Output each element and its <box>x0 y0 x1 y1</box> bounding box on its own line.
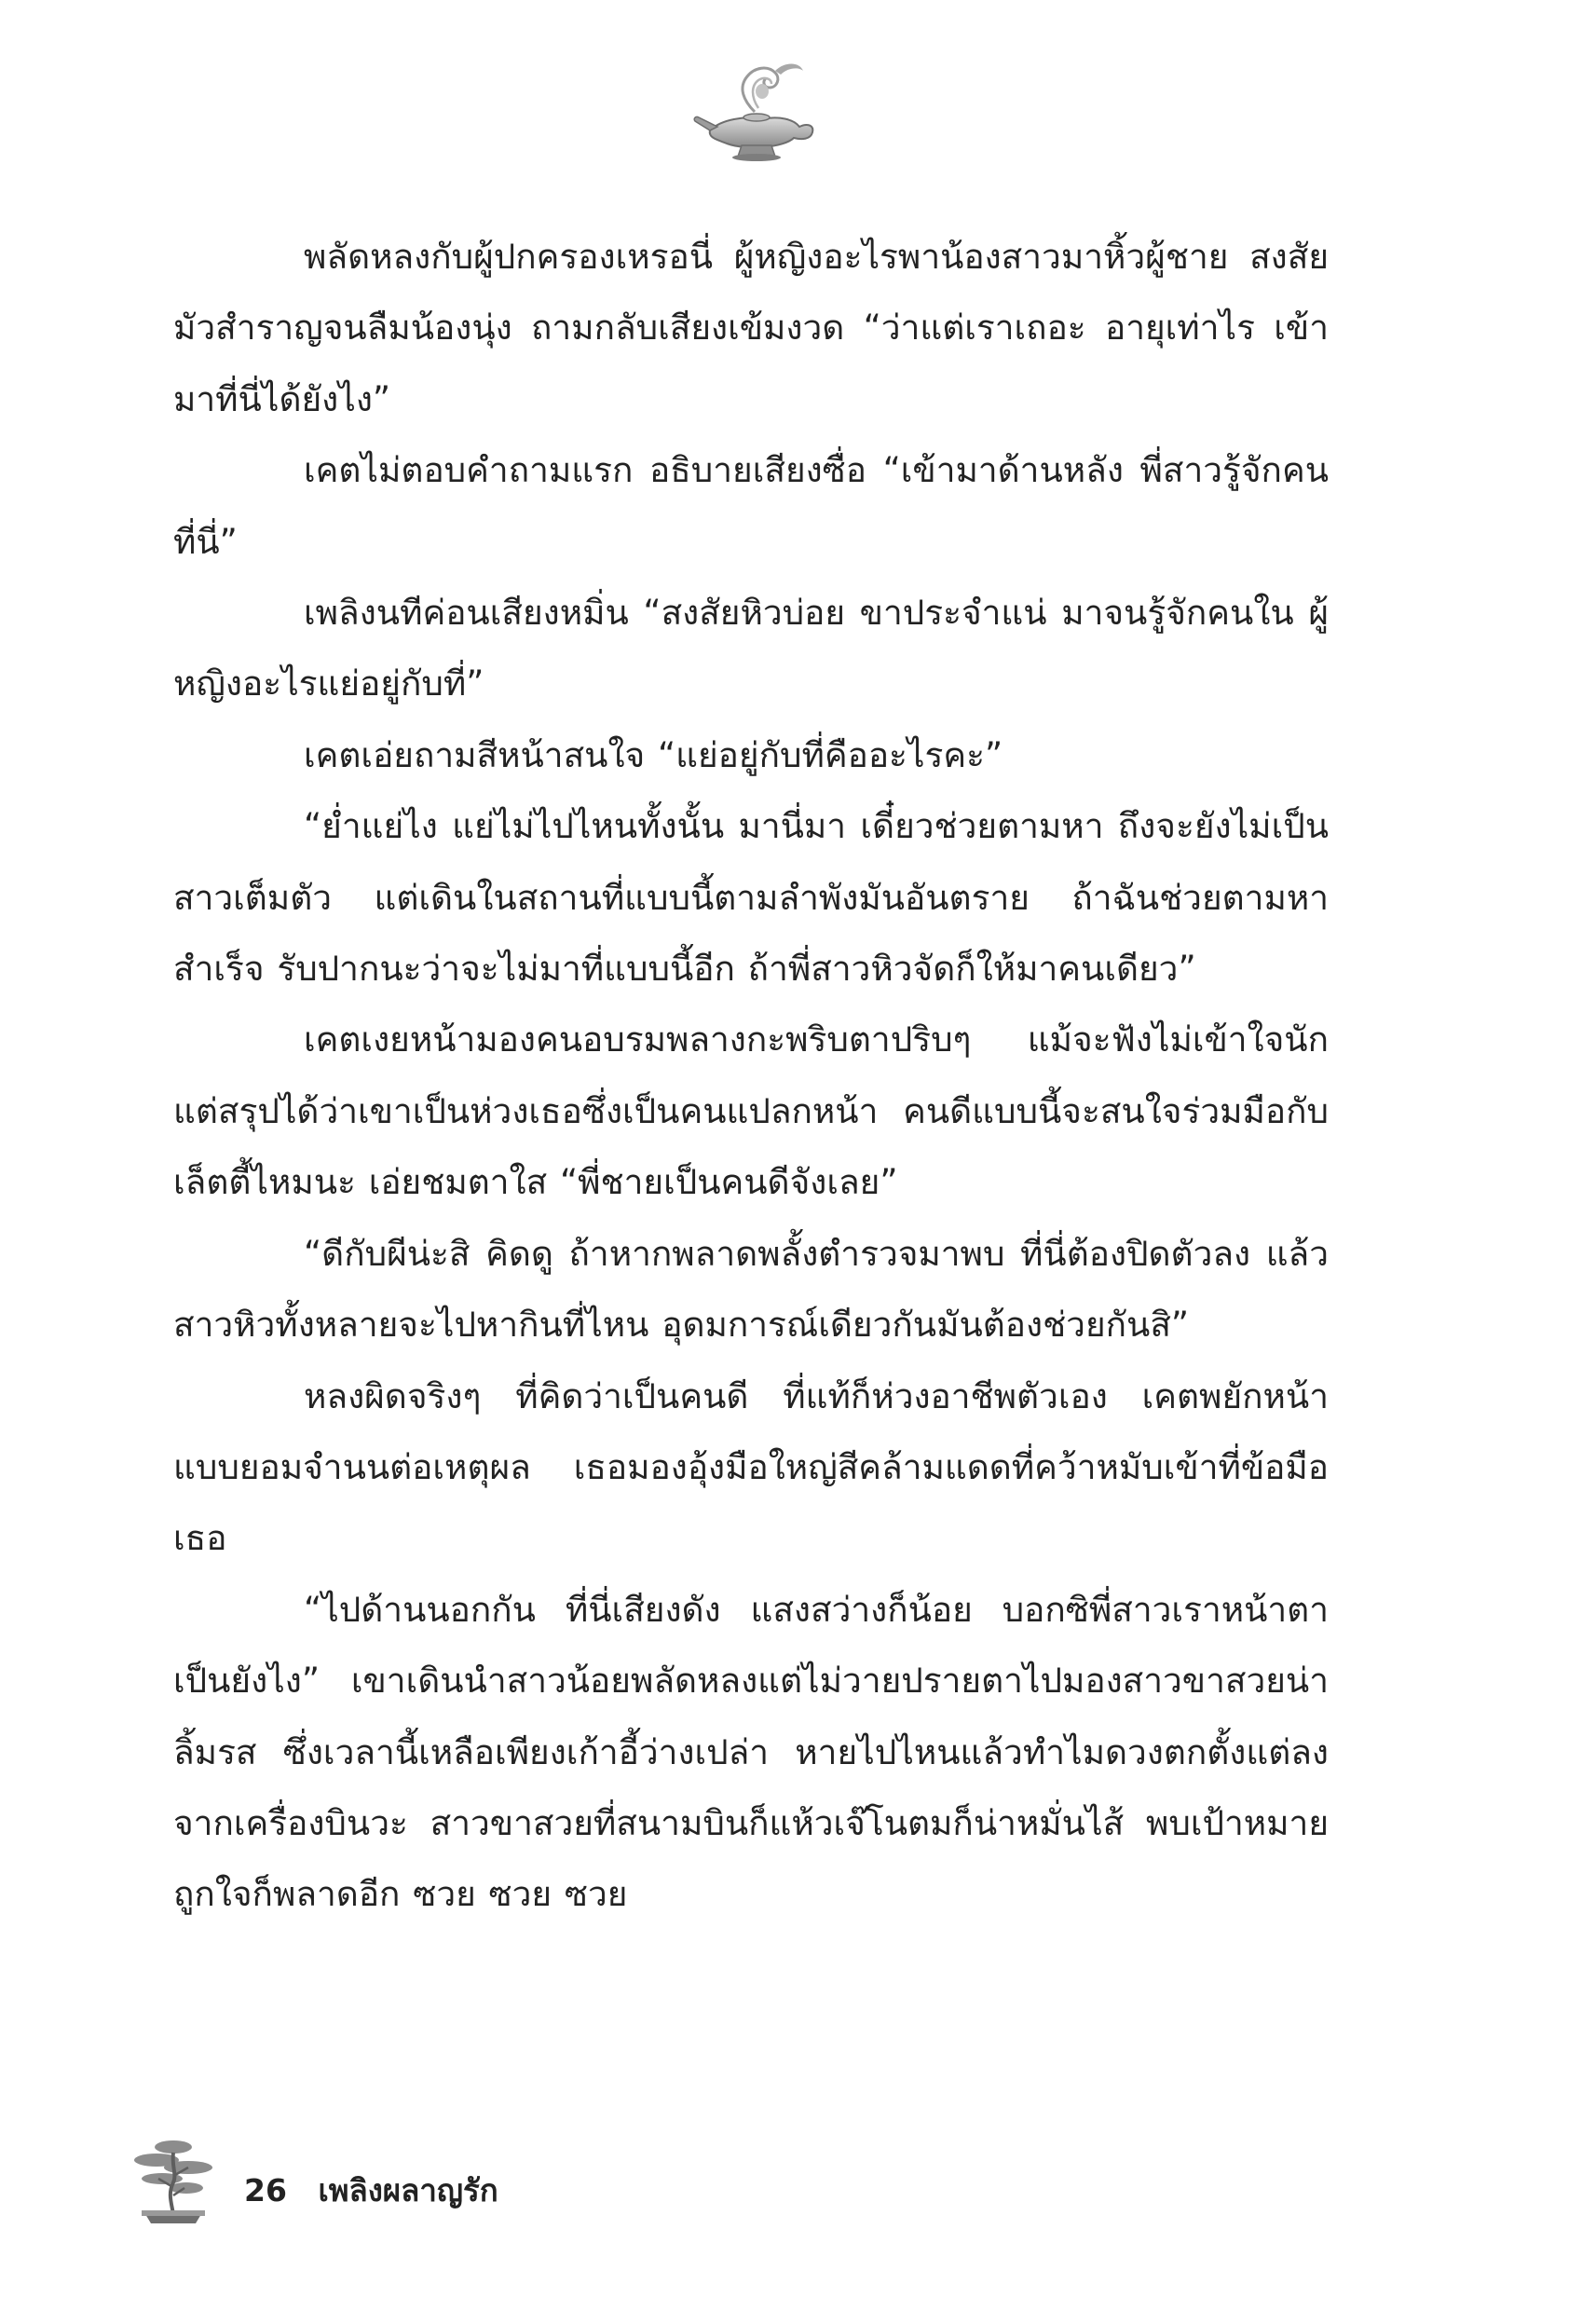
bonsai-tree-icon <box>130 2134 216 2227</box>
paragraph: “ย่ำแย่ไง แย่ไม่ไปไหนทั้งนั้น มานี่มา เดี๋ยวช่วยตามหา ถึงจะยังไม่เป็นสาวเต็มตัว แต่เดินในสถานที่แบบนี้ตามลำพังมันอันตราย ถ้าฉันช่วยตามหาสำเร็จ รับปากนะว่าจะไม่มาที่แบบนี้อีก ถ้าพี่สาวหิวจัดก็ให้มาคนเดียว” <box>173 806 1329 990</box>
footer-text <box>244 2166 498 2215</box>
paragraph: เคตเงยหน้ามองคนอบรมพลางกะพริบตาปริบๆ แม้จะฟังไม่เข้าใจนัก แต่สรุปได้ว่าเขาเป็นห่วงเธอซึ่งเป็นคนแปลกหน้า คนดีแบบนี้จะสนใจร่วมมือกับเล็ตตี้ไหมนะ เอ่ยชมตาใส “พี่ชายเป็นคนดีจังเลย” <box>173 1019 1329 1203</box>
paragraph: พลัดหลงกับผู้ปกครองเหรอนี่ ผู้หญิงอะไรพาน้องสาวมาหิ้วผู้ชาย สงสัยมัวสำราญจนลืมน้องนุ่ง ถามกลับเสียงเข้มงวด “ว่าแต่เราเถอะ อายุเท่าไร เข้ามาที่นี่ได้ยังไง” <box>173 237 1329 419</box>
book-title: เพลิงผลาญรัก <box>318 2172 498 2208</box>
paragraph: “ไปด้านนอกกัน ที่นี่เสียงดัง แสงสว่างก็น้อย บอกซิพี่สาวเราหน้าตาเป็นยังไง” เขาเดินนำสาวน้อยพลัดหลงแต่ไม่วายปรายตาไปมองสาวขาสวยน่าลิ้มรส ซึ่งเวลานี้เหลือเพียงเก้าอี้ว่างเปล่า หายไปไหนแล้วทำไมดวงตกตั้งแต่ลงจากเครื่องบินวะ สาวขาสวยที่สนามบินก็แห้วเจ๊โนตมก็น่าหมั่นไส้ พบเป้าหมายถูกใจก็พลาดอีก ซวย ซวย ซวย <box>173 1589 1329 1915</box>
paragraph: หลงผิดจริงๆ ที่คิดว่าเป็นคนดี ที่แท้ก็ห่วงอาชีพตัวเอง เคตพยักหน้าแบบยอมจำนนต่อเหตุผล เธอมองอุ้งมือใหญ่สีคล้ามแดดที่คว้าหมับเข้าที่ข้อมือเธอ <box>173 1375 1329 1559</box>
story-text <box>173 222 1329 1931</box>
paragraph: “ดีกับผีน่ะสิ คิดดู ถ้าหากพลาดพลั้งตำรวจมาพบ ที่นี่ต้องปิดตัวลง แล้วสาวหิวทั้งหลายจะไปหากินที่ไหน อุดมการณ์เดียวกันมันต้องช่วยกันสิ” <box>173 1233 1329 1346</box>
paragraph: เคตไม่ตอบคำถามแรก อธิบายเสียงซื่อ “เข้ามาด้านหลัง พี่สาวรู้จักคนที่นี่” <box>173 450 1329 562</box>
page-footer <box>130 2134 783 2236</box>
paragraph: เพลิงนทีค่อนเสียงหมิ่น “สงสัยหิวบ่อย ขาประจำแน่ มาจนรู้จักคนใน ผู้หญิงอะไรแย่อยู่กับที่” <box>173 593 1329 704</box>
paragraph: เคตเอ่ยถามสีหน้าสนใจ “แย่อยู่กับที่คืออะไรคะ” <box>304 734 1003 775</box>
page-number: 26 <box>244 2172 287 2208</box>
genie-lamp-icon <box>689 54 820 166</box>
